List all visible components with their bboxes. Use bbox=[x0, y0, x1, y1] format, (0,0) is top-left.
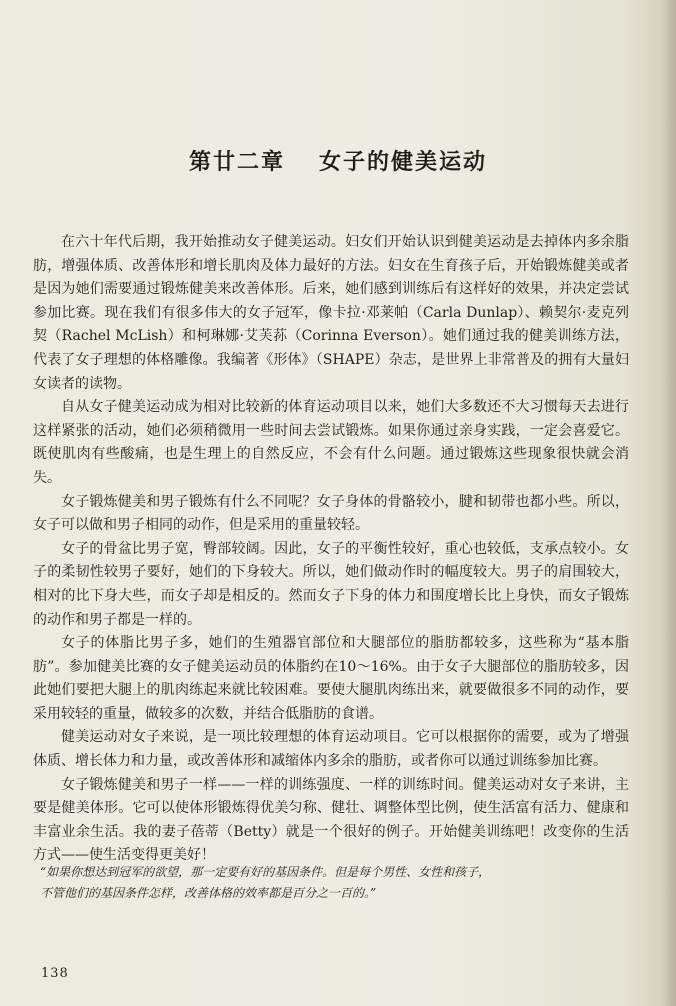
paragraph: 在六十年代后期，我开始推动女子健美运动。妇女们开始认识到健美运动是去掉体内多余脂肪，增强体质、改善体形和增长肌肉及体力最好的方法。妇女在生育孩子后，开始锻炼健美或者是因为她们需要通过锻炼健美来改善体形。后来，她们感到训练后有这样好的效果，并决定尝试参加比赛。现在我们有很多伟大的女子冠军，像卡拉·邓莱帕（Carla Dunlap）、赖契尔·麦克列契（Rachel McLish）和柯琳娜·艾芙荪（Corinna Everson）。她们通过我的健美训练方法，代表了女子理想的体格雕像。我编著《形体》（SHAPE）杂志，是世界上非常普及的拥有大量妇女读者的读物。 bbox=[33, 234, 629, 392]
quote-line: “如果你想达到冠军的欲望，那一定要有好的基因条件。但是每个男性、女性和孩子， bbox=[40, 865, 491, 879]
paragraph: 女子锻炼健美和男子一样——一样的训练强度、一样的训练时间。健美运动对女子来讲，主要是健美体形。它可以使体形锻炼得优美匀称、健壮、调整体型比例，使生活富有活力、健康和丰富业余生活。我的妻子蓓蒂（Betty）就是一个很好的例子。开始健美训练吧！改变你的生活方式——使生活变得更美好！ bbox=[33, 776, 629, 864]
paragraph: 女子的骨盆比男子宽，臀部较阔。因此，女子的平衡性较好，重心也较低，支承点较小。女子的柔韧性较男子要好，她们的下身较大。所以，她们做动作时的幅度较大。男子的肩围较大，相对的比下身大些，而女子却是相反的。然而女子下身的体力和围度增长比上身快，而女子锻炼的动作和男子都是一样的。 bbox=[33, 540, 629, 628]
paragraph: 健美运动对女子来说，是一项比较理想的体育运动项目。它可以根据你的需要，或为了增强体质、增长体力和力量，或改善体形和减缩体内多余的脂肪，或者你可以通过训练参加比赛。 bbox=[33, 729, 629, 770]
paragraph: 自从女子健美运动成为相对比较新的体育运动项目以来，她们大多数还不大习惯每天去进行这样紧张的活动，她们必须稍微用一些时间去尝试锻炼。如果你通过亲身实践，一定会喜爱它。既使肌肉有些酸痛，也是生理上的自然反应，不会有什么问题。通过锻炼这些现象很快就会消失。 bbox=[33, 399, 629, 486]
paragraph: 女子锻炼健美和男子锻炼有什么不同呢？女子身体的骨骼较小，腱和韧带也都小些。所以，女子可以做和男子相同的动作，但是采用的重量较轻。 bbox=[33, 493, 629, 534]
chapter-title: 女子的健美运动 bbox=[319, 150, 488, 175]
chapter-number: 第廿二章 bbox=[188, 150, 285, 175]
page-number: 138 bbox=[41, 966, 69, 981]
paragraph: 女子的体脂比男子多，她们的生殖器官部位和大腿部位的脂肪都较多，这些称为“基本脂肪”。参加健美比赛的女子健美运动员的体脂约在10～16%。由于女子大腿部位的脂肪较多，因此她们要把大腿上的肌肉练起来就比较困难。要使大腿肌肉练出来，就要做很多不同的动作，要采用较轻的重量，做较多的次数，并结合低脂肪的食谱。 bbox=[33, 635, 629, 722]
chapter-heading bbox=[0, 145, 676, 176]
chapter-body bbox=[33, 231, 629, 868]
quote-line: 不管他们的基因条件怎样，改善体格的效率都是百分之一百的。” bbox=[40, 886, 377, 900]
closing-quote bbox=[40, 862, 580, 904]
